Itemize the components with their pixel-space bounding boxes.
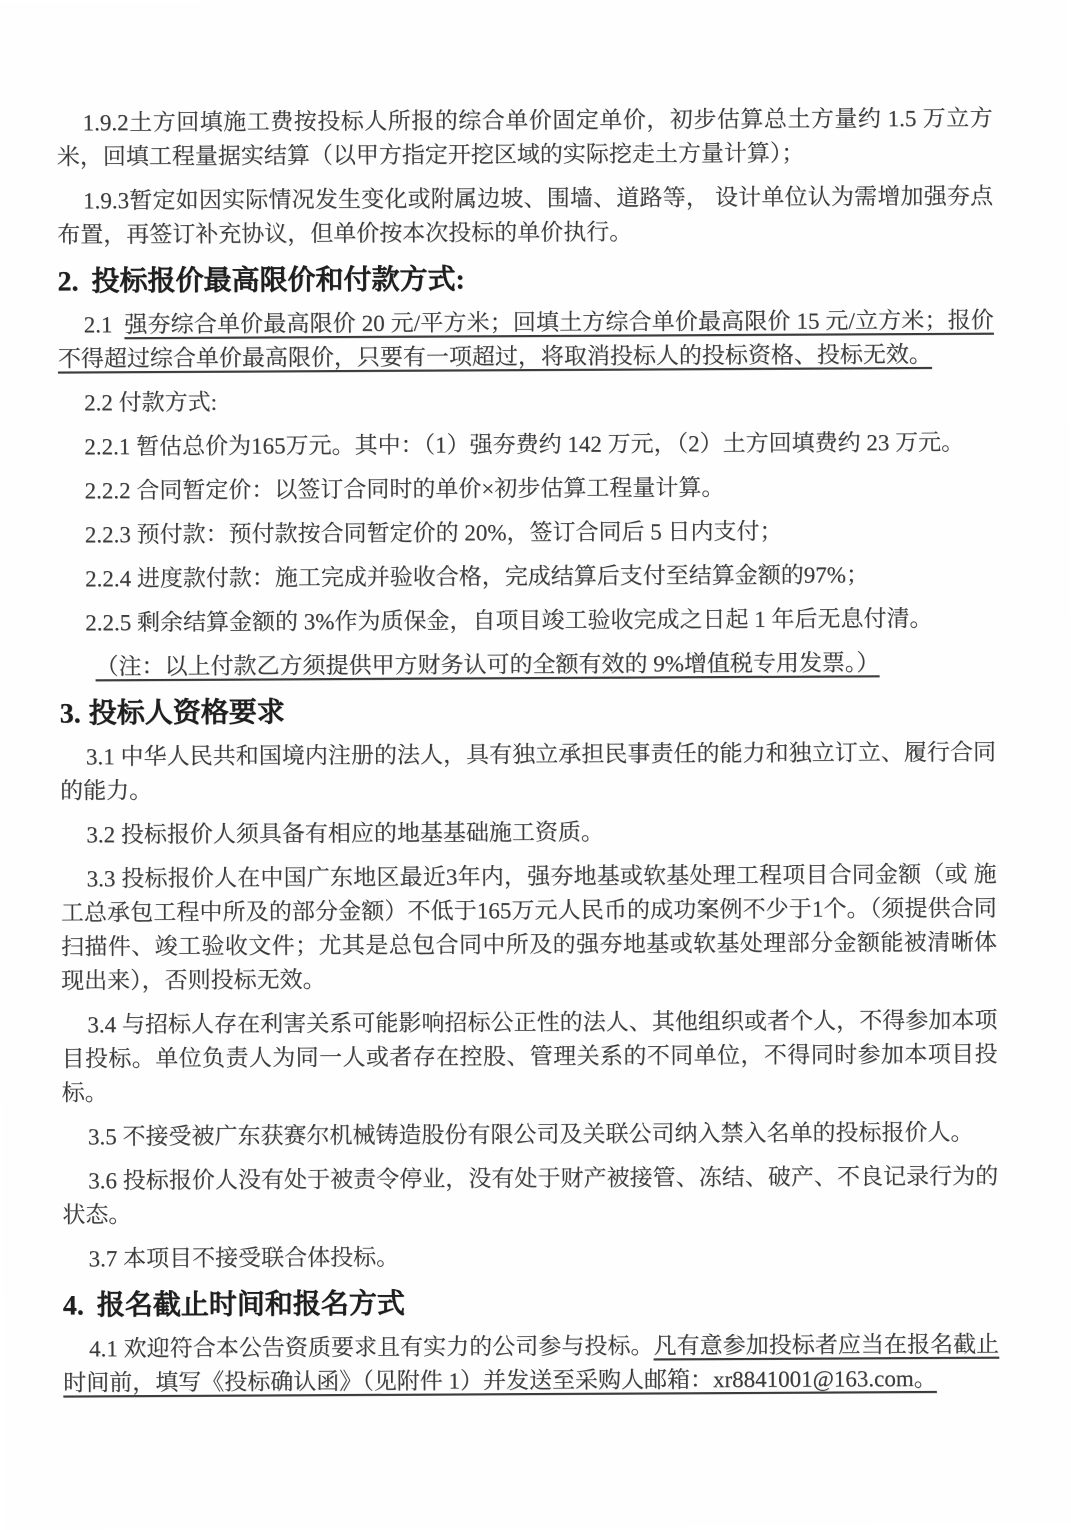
clause-2-2-2: 2.2.2 合同暂定价：以签订合同时的单价×初步估算工程量计算。: [84, 475, 725, 504]
clause-2-2: 2.2 付款方式:: [84, 389, 218, 416]
payment-note: [59, 646, 995, 685]
clause-3-3: 3.3 投标报价人在中国广东地区最近3年内，强夯地基或软基处理工程项目合同金额（或 施工总承包工程中所及的部分金额）不低于165万元人民币的成功案例不少于1个。（须提供合同扫描件、竣工验收文件；尤其是总包合同中所及的强夯地基或软基处理部分金额能被清晰体现出来），否则投标无效。: [60, 861, 998, 994]
clause-3-7: 3.7 本项目不接受联合体投标。: [88, 1244, 400, 1272]
clause-number: 2.1: [83, 312, 119, 338]
clause-3-4: 3.4 与招标人存在利害关系可能影响招标公正性的法人、其他组织或者个人，不得参加本项目投标。单位负责人为同一人或者存在控股、管理关系的不同单位，不得同时参加本项目投标。: [61, 1007, 998, 1106]
section-title: 投标报价最高限价和付款方式:: [91, 264, 465, 298]
clause-3-1: 3.1 中华人民共和国境内注册的法人，具有独立承担民事责任的能力和独立订立、履行合同的能力。: [60, 739, 997, 804]
clause-4-1-underlined-text: 凡有意参加投标者应当在报名截止时间前，填写《投标确认函》（见附件 1）并发送至采购人邮箱：xr8841001@163.com。: [63, 1331, 1000, 1396]
section-number: 3.: [59, 698, 81, 730]
section-heading-2: [57, 258, 993, 303]
clause-2-1-underlined-text: 强夯综合单价最高限价 20 元/平方米；回填土方综合单价最高限价 15 元/立方米；报价 不得超过综合单价最高限价，只要有一项超过，将取消投标人的投标资格、投标无效。: [57, 307, 994, 372]
clause-2-2-3: 2.2.3 预付款：预付款按合同暂定价的 20%，签订合同后 5 日内支付；: [84, 518, 783, 548]
clause-2-1: [58, 304, 994, 377]
section-heading-3: [60, 690, 996, 735]
clause-3-5: 3.5 不接受被广东获赛尔机械铸造股份有限公司及关联公司纳入禁入名单的投标报价人。: [87, 1119, 974, 1150]
section-number: 2.: [57, 266, 79, 298]
section-number: 4.: [62, 1290, 84, 1322]
clause-4-1: [63, 1328, 999, 1401]
section-title: 报名截止时间和报名方式: [96, 1288, 405, 1322]
clause-1-9-2: 1.9.2土方回填施工费按投标人所报的综合单价固定单价，初步估算总土方量约 1.5 万立方米，回填工程量据实结算（以甲方指定开挖区域的实际挖走土方量计算）；: [56, 105, 993, 170]
payment-note-underlined-text: （注：以上付款乙方须提供甲方财务认可的全额有效的 9%增值税专用发票。）: [95, 650, 880, 680]
clause-3-2: 3.2 投标报价人须具备有相应的地基基础施工资质。: [86, 819, 604, 848]
clause-2-2-1: 2.2.1 暂估总价为165万元。其中：（1）强夯费约 142 万元，（2）土方回填费约 23 万元。: [84, 429, 965, 460]
clause-2-2-4: 2.2.4 进度款付款：施工完成并验收合格，完成结算后支付至结算金额的97%；: [84, 562, 870, 592]
section-title: 投标人资格要求: [88, 697, 285, 730]
clause-1-9-3: 1.9.3暂定如因实际情况发生变化或附属边坡、围墙、道路等， 设计单位认为需增加强夯点布置，再签订补充协议，但单价按本次投标的单价执行。: [57, 183, 994, 248]
clause-4-1-normal-text: 4.1 欢迎符合本公告资质要求且有实力的公司参与投标。: [88, 1333, 654, 1362]
clause-3-6: 3.6 投标报价人没有处于被责令停业，没有处于财产被接管、冻结、破产、不良记录行为的状态。: [62, 1163, 999, 1228]
section-heading-4: [63, 1282, 999, 1327]
clause-2-2-5: 2.2.5 剩余结算金额的 3%作为质保金，自项目竣工验收完成之日起 1 年后无息付清。: [85, 605, 933, 636]
